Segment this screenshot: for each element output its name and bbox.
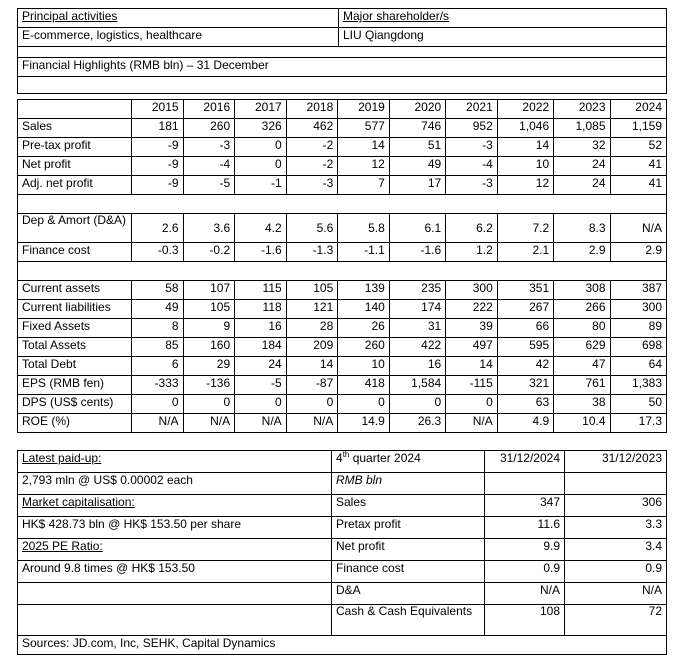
row-label: DPS (US$ cents) (18, 395, 132, 414)
table-cell: 24 (554, 157, 610, 176)
q-row-v2: 306 (565, 495, 667, 517)
table-cell: 26.3 (389, 414, 445, 433)
year-header: 2015 (132, 100, 184, 119)
table-cell: 422 (389, 338, 445, 357)
row-label: Net profit (18, 157, 132, 176)
table-cell: -2 (286, 157, 338, 176)
table-cell: 31 (389, 319, 445, 338)
table-cell: 0 (286, 395, 338, 414)
table-cell: 24 (554, 176, 610, 195)
table-cell: 1,159 (610, 119, 667, 138)
q-row-v2: 0.9 (565, 561, 667, 583)
row-label: Pre-tax profit (18, 138, 132, 157)
table-cell: -4 (446, 157, 498, 176)
table-cell: 2.9 (610, 243, 667, 262)
market-cap-label: Market capitalisation: (18, 495, 332, 517)
table-cell: -136 (183, 376, 235, 395)
table-cell: 85 (132, 338, 184, 357)
table-cell: 7.2 (497, 214, 553, 243)
table-cell: -0.2 (183, 243, 235, 262)
q-row-v2: N/A (565, 583, 667, 605)
q-row-v1: 0.9 (485, 561, 565, 583)
empty-cell (565, 473, 667, 495)
table-cell: 0 (338, 395, 390, 414)
table-row (18, 300, 667, 319)
table-cell: -9 (132, 138, 184, 157)
highlights-title: Financial Highlights (RMB bln) – 31 December (18, 58, 667, 77)
table-cell: 174 (389, 300, 445, 319)
q-row-v1: 9.9 (485, 539, 565, 561)
table-cell: 4.2 (235, 214, 287, 243)
table-cell: 115 (235, 281, 287, 300)
table-cell: 8.3 (554, 214, 610, 243)
table-cell: -5 (235, 376, 287, 395)
year-header: 2023 (554, 100, 610, 119)
table-cell: 1,046 (497, 119, 553, 138)
table-row (18, 157, 667, 176)
table-cell: 16 (389, 357, 445, 376)
table-cell: 5.6 (286, 214, 338, 243)
year-header: 2022 (497, 100, 553, 119)
table-cell: 0 (235, 138, 287, 157)
q-row-v2: 3.3 (565, 517, 667, 539)
table-cell: 952 (446, 119, 498, 138)
row-label: Fixed Assets (18, 319, 132, 338)
q-row-label: D&A (332, 583, 485, 605)
table-cell: 300 (610, 300, 667, 319)
table-cell: 160 (183, 338, 235, 357)
table-cell: -3 (286, 176, 338, 195)
table-cell: -115 (446, 376, 498, 395)
table-cell: 577 (338, 119, 390, 138)
table-cell: 52 (610, 138, 667, 157)
table-cell: 3.6 (183, 214, 235, 243)
table-cell: 41 (610, 176, 667, 195)
table-cell: 12 (497, 176, 553, 195)
header-table (17, 8, 667, 94)
empty-cell (18, 583, 332, 605)
table-cell: 0 (389, 395, 445, 414)
pe-label: 2025 PE Ratio: (18, 539, 332, 561)
year-header: 2024 (610, 100, 667, 119)
spacer-row (18, 262, 667, 281)
q-row-label: Sales (332, 495, 485, 517)
table-cell: 222 (446, 300, 498, 319)
table-cell: -3 (183, 138, 235, 157)
q-row-v1: 11.6 (485, 517, 565, 539)
year-header: 2016 (183, 100, 235, 119)
table-cell: 418 (338, 376, 390, 395)
table-cell: 32 (554, 138, 610, 157)
table-cell: 7 (338, 176, 390, 195)
table-cell: 184 (235, 338, 287, 357)
table-cell: 5.8 (338, 214, 390, 243)
col-2024-header: 31/12/2024 (485, 451, 565, 473)
table-cell: 41 (610, 157, 667, 176)
table-cell: 8 (132, 319, 184, 338)
table-cell: 49 (132, 300, 184, 319)
table-row (18, 281, 667, 300)
spacer-row (18, 77, 667, 94)
spacer-cell (18, 262, 667, 281)
table-cell: 761 (554, 376, 610, 395)
table-cell: 2.9 (554, 243, 610, 262)
row-label: EPS (RMB fen) (18, 376, 132, 395)
activities-value: E-commerce, logistics, healthcare (18, 28, 339, 47)
row-label: Sales (18, 119, 132, 138)
sources-note: Sources: JD.com, Inc, SEHK, Capital Dynamics (18, 636, 667, 655)
table-cell: -4 (183, 157, 235, 176)
row-label: Total Assets (18, 338, 132, 357)
table-row (18, 357, 667, 376)
year-header: 2020 (389, 100, 445, 119)
table-cell: -1.6 (389, 243, 445, 262)
table-cell: 4.9 (497, 414, 553, 433)
empty-cell (485, 473, 565, 495)
table-cell: 10.4 (554, 414, 610, 433)
table-cell: 14 (446, 357, 498, 376)
q-row-label: Pretax profit (332, 517, 485, 539)
table-cell: -0.3 (132, 243, 184, 262)
table-cell: 118 (235, 300, 287, 319)
table-row (18, 176, 667, 195)
empty-cell (18, 100, 132, 119)
unit-label: RMB bln (332, 473, 485, 495)
spacer-row (18, 195, 667, 214)
table-cell: 140 (338, 300, 390, 319)
table-cell: 497 (446, 338, 498, 357)
table-cell: N/A (286, 414, 338, 433)
table-cell: 105 (183, 300, 235, 319)
q-row-v1: 347 (485, 495, 565, 517)
paid-up-label: Latest paid-up: (18, 451, 332, 473)
table-cell: -3 (446, 176, 498, 195)
table-cell: 300 (446, 281, 498, 300)
table-cell: 121 (286, 300, 338, 319)
table-row (18, 138, 667, 157)
row-label: Current assets (18, 281, 132, 300)
table-cell: 1,383 (610, 376, 667, 395)
table-cell: 12 (338, 157, 390, 176)
row-label: ROE (%) (18, 414, 132, 433)
year-header: 2017 (235, 100, 287, 119)
table-cell: 698 (610, 338, 667, 357)
q-row-v1: N/A (485, 583, 565, 605)
row-label: Total Debt (18, 357, 132, 376)
table-cell: 746 (389, 119, 445, 138)
table-cell: 181 (132, 119, 184, 138)
table-cell: N/A (610, 214, 667, 243)
table-cell: N/A (183, 414, 235, 433)
table-cell: 0 (183, 395, 235, 414)
table-cell: 49 (389, 157, 445, 176)
table-row (18, 414, 667, 433)
table-cell: N/A (132, 414, 184, 433)
table-cell: -87 (286, 376, 338, 395)
table-cell: 66 (497, 319, 553, 338)
table-cell: N/A (235, 414, 287, 433)
table-row (18, 214, 667, 243)
table-cell: 260 (183, 119, 235, 138)
table-cell: 14 (497, 138, 553, 157)
table-row (18, 376, 667, 395)
table-cell: 6.1 (389, 214, 445, 243)
table-cell: 58 (132, 281, 184, 300)
q-row-label: Cash & Cash Equivalents (332, 605, 485, 636)
table-cell: 351 (497, 281, 553, 300)
table-cell: 2.6 (132, 214, 184, 243)
table-cell: 387 (610, 281, 667, 300)
table-cell: -9 (132, 176, 184, 195)
table-cell: 17 (389, 176, 445, 195)
table-cell: 9 (183, 319, 235, 338)
table-cell: -1.3 (286, 243, 338, 262)
summary-table (17, 450, 667, 655)
table-cell: 10 (497, 157, 553, 176)
row-label: Current liabilities (18, 300, 132, 319)
q-row-v2: 72 (565, 605, 667, 636)
q-row-label: Finance cost (332, 561, 485, 583)
year-header: 2021 (446, 100, 498, 119)
table-cell: -3 (446, 138, 498, 157)
row-label: Adj. net profit (18, 176, 132, 195)
activities-label: Principal activities (18, 9, 339, 28)
table-cell: 139 (338, 281, 390, 300)
q-row-v2: 3.4 (565, 539, 667, 561)
table-cell: 6.2 (446, 214, 498, 243)
table-cell: 0 (235, 157, 287, 176)
table-cell: -2 (286, 138, 338, 157)
table-cell: -333 (132, 376, 184, 395)
table-cell: 321 (497, 376, 553, 395)
table-cell: 1,085 (554, 119, 610, 138)
table-cell: 462 (286, 119, 338, 138)
shareholder-value: LIU Qiangdong (339, 28, 667, 47)
spacer-row (18, 47, 667, 58)
table-cell: -5 (183, 176, 235, 195)
table-cell: 47 (554, 357, 610, 376)
table-cell: 1.2 (446, 243, 498, 262)
table-cell: 105 (286, 281, 338, 300)
table-cell: 0 (235, 395, 287, 414)
table-cell: -1.1 (338, 243, 390, 262)
table-cell: 24 (235, 357, 287, 376)
row-label: Finance cost (18, 243, 132, 262)
table-cell: N/A (446, 414, 498, 433)
table-cell: 39 (446, 319, 498, 338)
table-cell: 235 (389, 281, 445, 300)
table-cell: 10 (338, 357, 390, 376)
table-cell: 50 (610, 395, 667, 414)
table-cell: 14 (338, 138, 390, 157)
years-header-row (18, 100, 667, 119)
table-cell: 17.3 (610, 414, 667, 433)
table-cell: 63 (497, 395, 553, 414)
table-cell: 29 (183, 357, 235, 376)
year-header: 2019 (338, 100, 390, 119)
table-cell: 2.1 (497, 243, 553, 262)
q-row-label: Net profit (332, 539, 485, 561)
table-cell: -1 (235, 176, 287, 195)
table-cell: 308 (554, 281, 610, 300)
table-cell: 64 (610, 357, 667, 376)
table-cell: 326 (235, 119, 287, 138)
col-2023-header: 31/12/2023 (565, 451, 667, 473)
table-cell: 266 (554, 300, 610, 319)
table-cell: 14 (286, 357, 338, 376)
empty-cell (18, 605, 332, 636)
paid-up-value: 2,793 mln @ US$ 0.00002 each (18, 473, 332, 495)
financial-highlights-table (17, 99, 667, 433)
quarter-title: 4th quarter 2024 (332, 451, 485, 473)
table-row (18, 319, 667, 338)
table-row (18, 395, 667, 414)
table-row (18, 338, 667, 357)
table-cell: 26 (338, 319, 390, 338)
pe-value: Around 9.8 times @ HK$ 153.50 (18, 561, 332, 583)
table-cell: 0 (132, 395, 184, 414)
shareholder-label: Major shareholder/s (339, 9, 667, 28)
table-cell: 28 (286, 319, 338, 338)
table-cell: 1,584 (389, 376, 445, 395)
market-cap-value: HK$ 428.73 bln @ HK$ 153.50 per share (18, 517, 332, 539)
spacer-cell (18, 195, 667, 214)
table-cell: 6 (132, 357, 184, 376)
table-cell: 260 (338, 338, 390, 357)
table-cell: -1.6 (235, 243, 287, 262)
table-cell: 107 (183, 281, 235, 300)
table-cell: 267 (497, 300, 553, 319)
table-cell: -9 (132, 157, 184, 176)
table-cell: 42 (497, 357, 553, 376)
table-row (18, 119, 667, 138)
table-cell: 14.9 (338, 414, 390, 433)
table-cell: 51 (389, 138, 445, 157)
table-cell: 595 (497, 338, 553, 357)
q-row-v1: 108 (485, 605, 565, 636)
year-header: 2018 (286, 100, 338, 119)
table-cell: 38 (554, 395, 610, 414)
row-label: Dep & Amort (D&A) (18, 214, 132, 243)
table-cell: 89 (610, 319, 667, 338)
table-cell: 80 (554, 319, 610, 338)
table-cell: 0 (446, 395, 498, 414)
table-cell: 209 (286, 338, 338, 357)
table-cell: 16 (235, 319, 287, 338)
table-row (18, 243, 667, 262)
table-cell: 629 (554, 338, 610, 357)
